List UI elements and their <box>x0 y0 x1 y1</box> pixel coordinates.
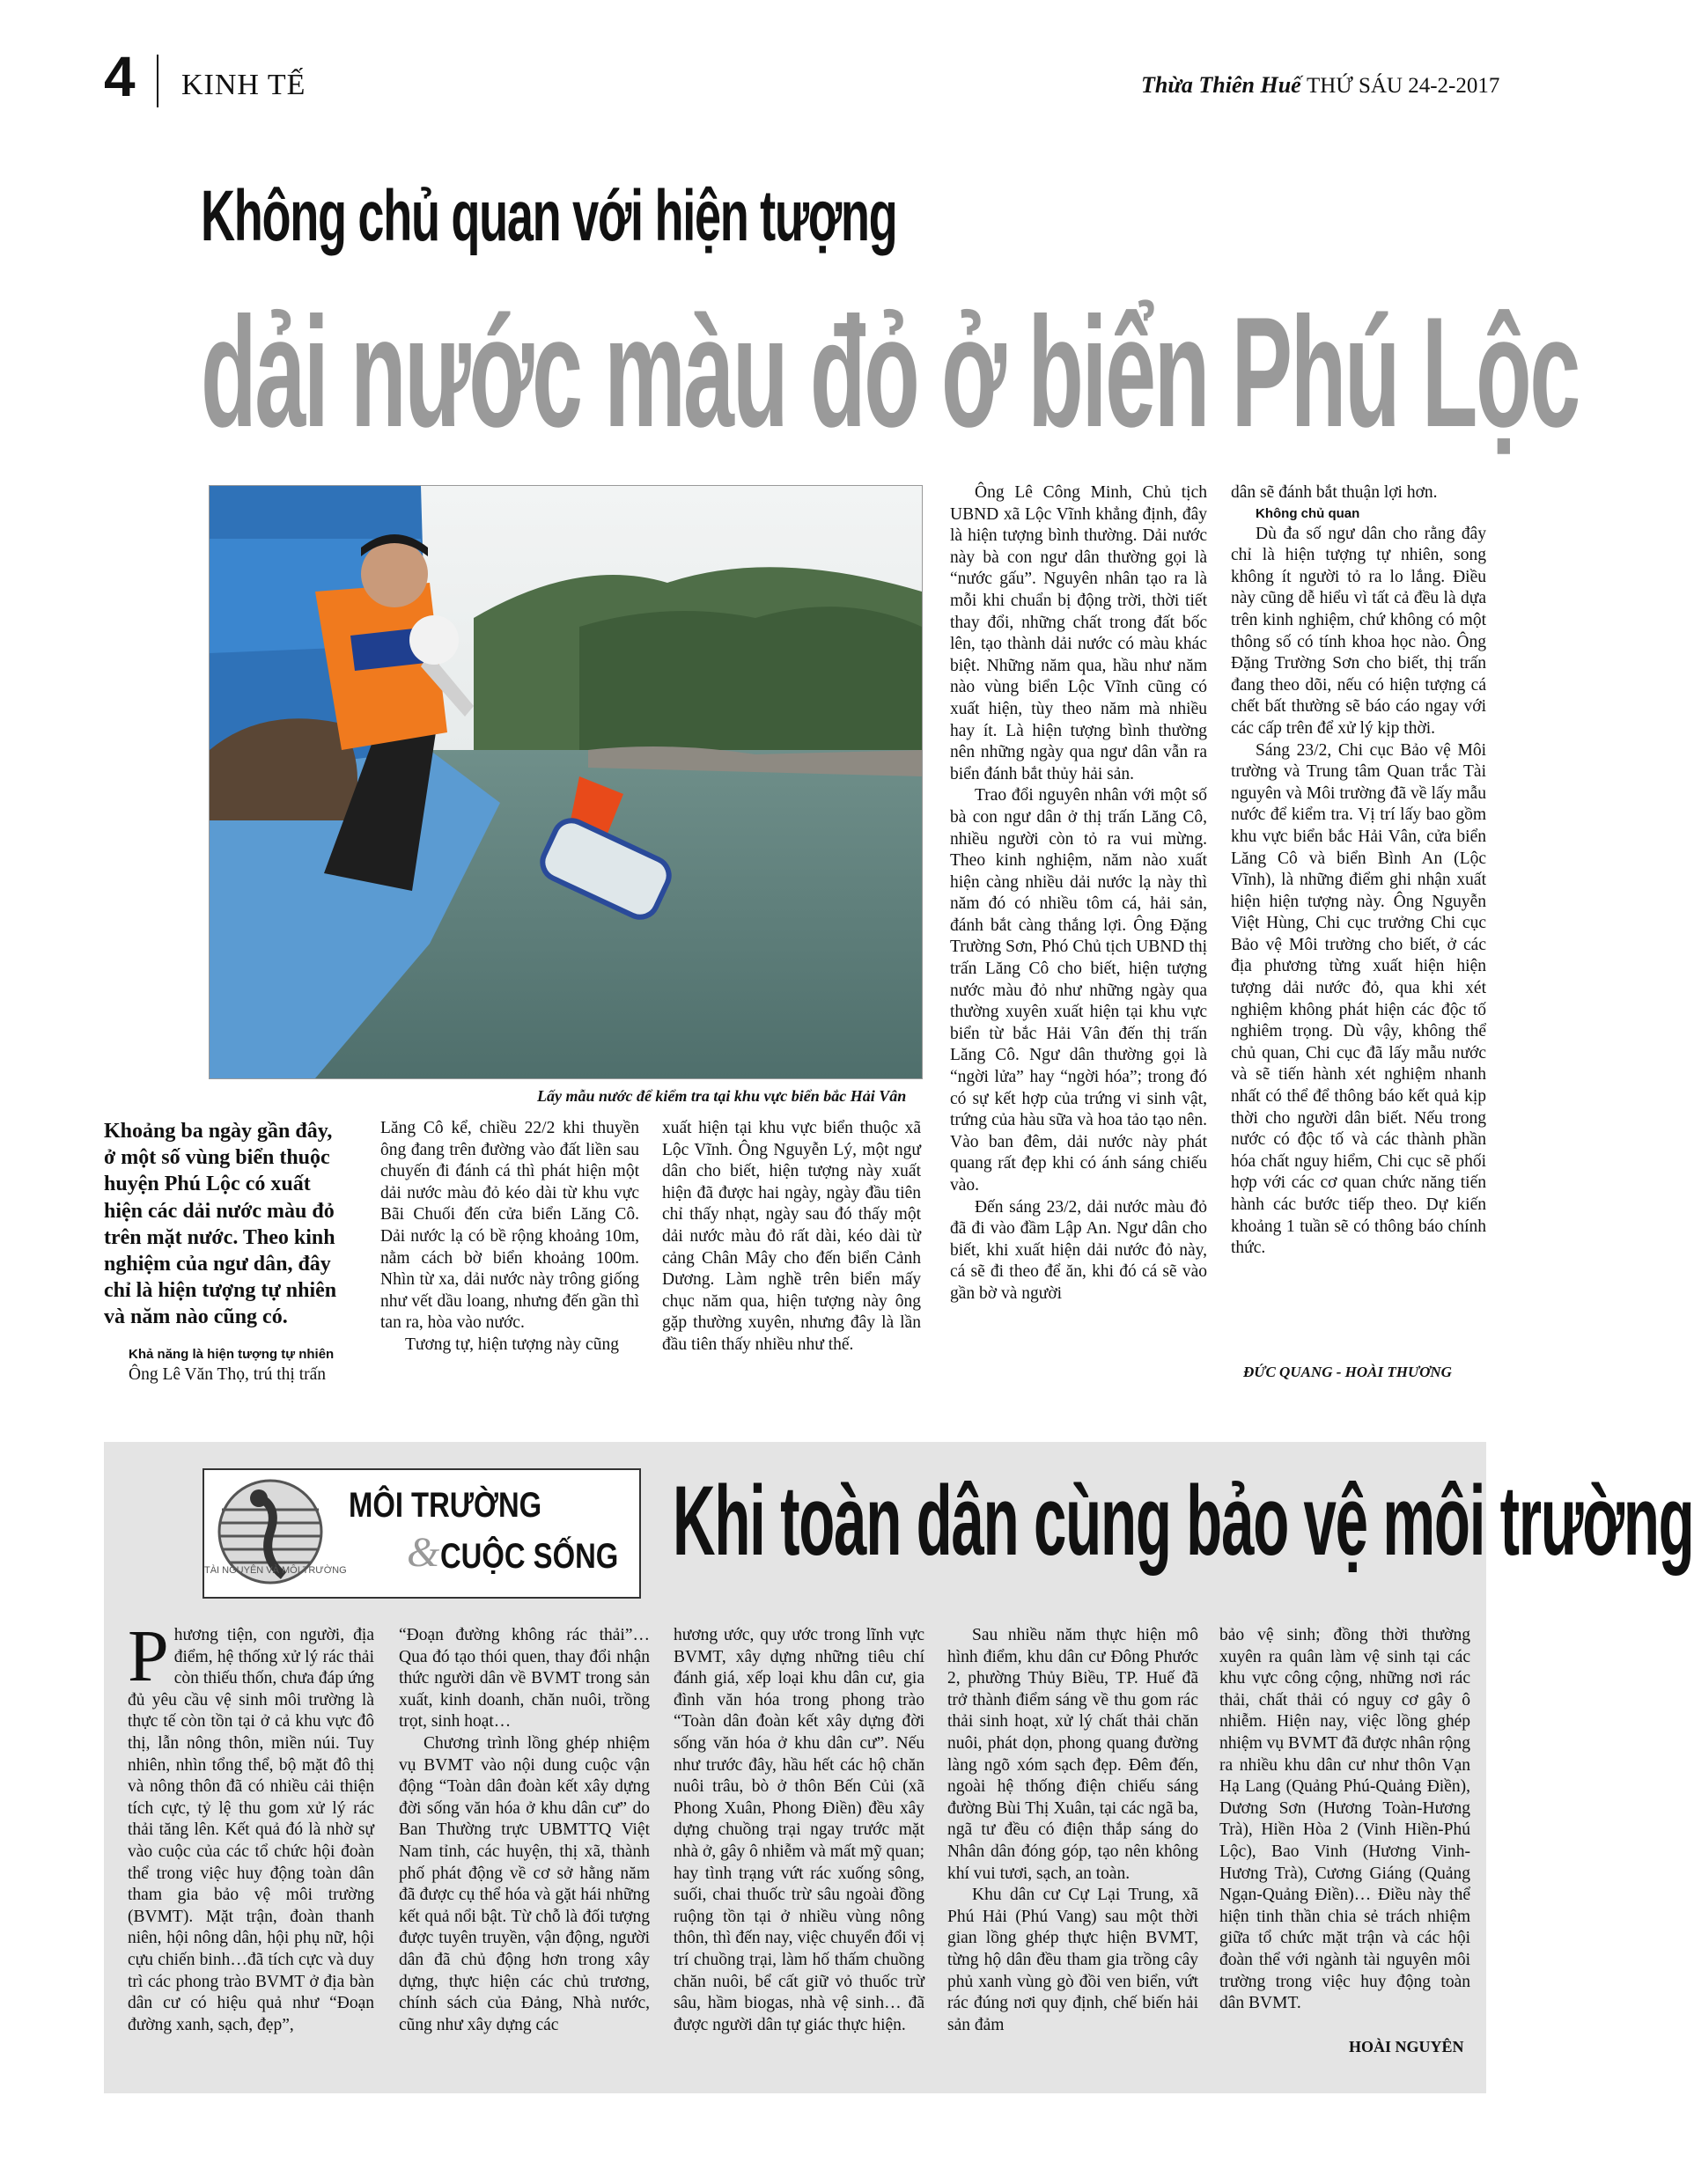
article1-column5 <box>1231 482 1486 1260</box>
article1-column3 <box>662 1118 921 1357</box>
logo-arc-text: TÀI NGUYÊN VÀ MÔI TRƯỜNG <box>204 1565 347 1576</box>
logo-ampersand: & <box>407 1529 440 1576</box>
article1-column2 <box>380 1118 639 1357</box>
article2-column4 <box>947 1625 1198 2036</box>
paragraph: Dù đa số ngư dân cho rằng đây chỉ là hiện tượng tự nhiên, song không ít người tỏ ra lo lắng. Điều này cũng dễ hiểu vì tất cả đều là dựa trên kinh nghiệm, chứ không có một thông số có tính khoa học nào. Ông Đặng Trường Sơn cho biết, thị trấn đang theo dõi, nếu có hiện tượng cá chết bất thường sẽ báo cáo ngay với các cấp trên để xử lý kịp thời. <box>1231 524 1486 738</box>
section-title: KINH TẾ <box>181 69 306 101</box>
article1-column1 <box>104 1345 349 1386</box>
photo-caption: Lấy mẫu nước để kiểm tra tại khu vực biển bắc Hải Vân <box>537 1087 907 1105</box>
newspaper-name: Thừa Thiên Huế <box>1141 72 1301 98</box>
article-photo <box>209 485 923 1079</box>
subheading: Khả năng là hiện tượng tự nhiên <box>129 1347 335 1362</box>
paragraph: Lăng Cô kể, chiều 22/2 khi thuyền ông đang trên đường vào đất liền sau chuyến đi đánh cá thì phát hiện một dải nước màu đỏ kéo dài từ khu vực Bãi Chuối đến cửa biển Lăng Cô. Dải nước lạ có bề rộng khoảng 10m, nằm cách bờ biển khoảng 100m. Nhìn từ xa, dải nước này trông giống như vết dầu loang, nhưng đến gần thì tan ra, hòa vào nước. <box>380 1119 639 1333</box>
article-lede: Khoảng ba ngày gần đây, ở một số vùng biển thuộc huyện Phú Lộc có xuất hiện các dải nước màu đỏ trên mặt nước. Theo kinh nghiệm của ngư dân, đây chỉ là hiện tượng tự nhiên và năm nào cũng có. <box>104 1120 337 1329</box>
feature-headline: Khi toàn dân cùng bảo vệ môi trường <box>673 1466 1694 1576</box>
paragraph: xuất hiện tại khu vực biển thuộc xã Lộc Vĩnh. Ông Nguyễn Lý, một ngư dân cho biết, hiện tượng này xuất hiện đã được hai ngày, ngày đầu tiên chỉ thấy nhạt, ngày sau đó thấy một dải nước màu đỏ rất dài, kéo dài từ cảng Chân Mây cho đến biển Cảnh Dương. Làm nghề trên biển mấy chục năm qua, hiện tượng này ông gặp thường xuyên, nhưng đây là lần đầu tiên thấy nhiều như thế. <box>662 1119 921 1354</box>
paragraph: dân sẽ đánh bắt thuận lợi hơn. <box>1231 483 1438 502</box>
paragraph: Chương trình lồng ghép nhiệm vụ BVMT vào nội dung cuộc vận động “Toàn dân đoàn kết xây dựng đời sống văn hóa ở khu dân cư” do Ban Thường trực UBMTTQ Việt Nam tỉnh, các huyện, thị xã, thành phố phát động về cơ sở hằng năm đã được cụ thể hóa và gặt hái những kết quả nổi bật. Từ chỗ là đối tượng được tuyên truyền, vận động, người dân đã chủ động hơn trong xây dựng, thực hiện các chủ trương, chính sách của Đảng, Nhà nước, cũng như xây dựng các <box>399 1733 650 2034</box>
issue-date: THỨ SÁU 24-2-2017 <box>1307 74 1500 98</box>
article2-column3 <box>674 1625 924 2036</box>
article1-column4 <box>950 482 1207 1305</box>
subheading: Không chủ quan <box>1256 505 1360 521</box>
paragraph: Tương tự, hiện tượng này cũng <box>405 1335 619 1354</box>
paragraph: Sau nhiều năm thực hiện mô hình điểm, khu dân cư Đông Phước 2, phường Thủy Biều, TP. Huế đã trở thành điểm sáng về thu gom rác thải sinh hoạt, xử lý chất thải chăn nuôi, phát dọn, phong quang đường làng ngõ xóm sạch đẹp. Đêm đến, ngoài hệ thống điện chiếu sáng đường Bùi Thị Xuân, tại các ngã ba, ngã tư đều có điện thắp sáng do Nhân dân đóng góp, tạo nên không khí vui tươi, sạch, an toàn. <box>947 1626 1198 1883</box>
paragraph: hương tiện, con người, địa điểm, hệ thống xử lý rác thải còn thiếu thốn, chưa đáp ứng đủ yêu cầu vệ sinh môi trường là thực tế còn tồn tại ở cả khu vực đô thị, lẫn nông thôn, miền núi. Tuy nhiên, nhìn tổng thể, bộ mặt đô thị và nông thôn đã có nhiều cải thiện tích cực, tỷ lệ thu gom xử lý rác thải tăng lên. Kết quả đó là nhờ sự vào cuộc của các tổ chức hội đoàn thể trong việc huy động toàn dân tham gia bảo vệ môi trường (BVMT). Mặt trận, đoàn thanh niên, hội nông dân, hội phụ nữ, hội cựu chiến binh…đã tích cực và duy trì các phong trào BVMT ở địa bàn dân cư có hiệu quả như “Đoạn đường xanh, sạch, đẹp”, <box>128 1626 374 2034</box>
drop-cap: P <box>128 1615 169 1697</box>
logo-text-environment: MÔI TRƯỜNG <box>349 1486 542 1525</box>
paragraph: Ông Lê Văn Thọ, trú thị trấn <box>129 1365 327 1384</box>
logo-text-life: CUỘC SỐNG <box>440 1537 619 1576</box>
article1-byline: ĐỨC QUANG - HOÀI THƯƠNG <box>1243 1364 1452 1380</box>
paragraph: Trao đổi nguyên nhân với một số bà con ngư dân ở thị trấn Lăng Cô, nhiều người còn tỏ ra vui mừng. Theo kinh nghiệm, năm nào xuất hiện càng nhiều dải nước lạ này thì năm đó có nhiều tôm cá, hải sản, đánh bắt càng thắng lợi. Ông Đặng Trường Sơn, Phó Chủ tịch UBND thị trấn Lăng Cô cho biết, hiện tượng nước màu đỏ như những ngày qua thường xuyên xuất hiện tại khu vực biển từ bắc Hải Vân đến thị trấn Lăng Cô. Ngư dân thường gọi là “ngời lửa” hay “ngời hóa”; trong đó có sự kết hợp của trứng vi sinh vật, trứng của hàu sữa và hoa tảo tạo nên. Vào ban đêm, dải nước này phát quang rất đẹp khi có ánh sáng chiếu vào. <box>950 786 1207 1195</box>
page-number: 4 <box>104 45 136 108</box>
paragraph: Sáng 23/2, Chi cục Bảo vệ Môi trường và Trung tâm Quan trắc Tài nguyên và Môi trường đã về lấy mẫu nước để kiểm tra. Vị trí lấy bao gồm khu vực biển bắc Hải Vân, cửa biển Lăng Cô và biển Bình An (Lộc Vĩnh), là những điểm ghi nhận xuất hiện hiện tượng này. Ông Nguyễn Việt Hùng, Chi cục trưởng Chi cục Bảo vệ Môi trường cho biết, ở các địa phương từng xuất hiện hiện tượng dải nước đỏ, qua khi xét nghiệm không phát hiện các độc tố nghiêm trọng. Dù vậy, không thể chủ quan, Chi cục đã lấy mẫu nước và sẽ tiến hành xét nghiệm nhanh nhất có thể để thông báo kết quả kịp thời cho người dân biết. Nếu trong nước có độc tố và các thành phần hóa chất nguy hiểm, Chi cục sẽ phối hợp với các cơ quan chức năng tiến hành các bước tiếp theo. Dự kiến khoảng 1 tuần sẽ có thông báo chính thức. <box>1231 740 1486 1258</box>
article2-column1 <box>128 1615 374 2036</box>
paragraph: hương ước, quy ước trong lĩnh vực BVMT, xây dựng những tiêu chí đánh giá, xếp loại khu dân cư, gia đình văn hóa trong phong trào “Toàn dân đoàn kết xây dựng đời sống văn hóa ở khu dân cư”. Nếu như trước đây, hầu hết các hộ chăn nuôi trâu, bò ở thôn Bến Củi (xã Phong Xuân, Phong Điền) đều xây dựng chuồng trại ngay trước mặt nhà ở, gây ô nhiễm và mất mỹ quan; hay tình trạng vứt rác xuống sông, suối, chai thuốc trừ sâu ngoài đồng ruộng tồn tại ở nhiều vùng nông thôn, thì đến nay, việc chuyển đổi vị trí chuồng trại, làm hố thấm chuồng chăn nuôi, bể cất giữ vỏ thuốc trừ sâu, hầm biogas, nhà vệ sinh… đã được người dân tự giác thực hiện. <box>674 1626 924 2034</box>
paragraph: Khu dân cư Cự Lại Trung, xã Phú Hải (Phú Vang) sau một thời gian lồng ghép thực hiện BVMT, từng hộ dân đều tham gia trồng cây phủ xanh vùng gò đồi ven biển, vứt rác đúng nơi quy định, chế biến hải sản đảm <box>947 1886 1198 2034</box>
article2-column2 <box>399 1625 650 2036</box>
article2-byline: HOÀI NGUYÊN <box>1349 2038 1464 2055</box>
paragraph: Ông Lê Công Minh, Chủ tịch UBND xã Lộc Vĩnh khẳng định, đây là hiện tượng bình thường. Dải nước này bà con ngư dân thường gọi là “nước gấu”. Nguyên nhân tạo ra là mỗi khi chuẩn bị động trời, thời tiết thay đổi, những chất trong đất bốc lên, tạo thành dải nước có màu khác biệt. Những năm qua, hầu như năm nào vùng biển Lộc Vĩnh cũng có xuất hiện, tùy theo năm mà nhiều hay ít. Là hiện tượng bình thường nên những ngày qua ngư dân vẫn ra biển đánh bắt thủy hải sản. <box>950 483 1207 783</box>
paragraph: Đến sáng 23/2, dải nước màu đỏ đã đi vào đầm Lập An. Ngư dân cho biết, khi xuất hiện dải nước đỏ này, cá sẽ đi theo để ăn, khi đó cá sẽ vào gần bờ và người <box>950 1197 1207 1303</box>
headline-line1: Không chủ quan với hiện tượng <box>201 176 897 256</box>
article2-column5 <box>1219 1625 1470 2015</box>
header-divider <box>157 55 158 107</box>
paragraph: bảo vệ sinh; đồng thời thường xuyên ra quân làm vệ sinh tại các khu vực công cộng, những nơi rác thải, chất thải có nguy cơ gây ô nhiễm. Hiện nay, việc lồng ghép nhiệm vụ BVMT đã được nhân rộng ra nhiều khu dân cư như thôn Vạn Hạ Lang (Quảng Phú-Quảng Điền), Dương Sơn (Hương Toàn-Hương Trà), Hiền Hòa 2 (Vinh Hiền-Phú Lộc), Bao Vinh (Hương Vinh-Hương Trà), Cương Giáng (Quảng Ngạn-Quảng Điền)… Điều này thể hiện tinh thần chia sẻ trách nhiệm giữa tổ chức mặt trận và các hội đoàn thể với ngành tài nguyên môi trường trong việc huy động toàn dân BVMT. <box>1219 1626 1470 2013</box>
paragraph: “Đoạn đường không rác thải”… Qua đó tạo thói quen, thay đổi nhận thức người dân về BVMT trong sản xuất, kinh doanh, chăn nuôi, trồng trọt, sinh hoạt… <box>399 1626 650 1732</box>
headline-line2: dải nước màu đỏ ở biển Phú Lộc <box>201 284 1579 460</box>
